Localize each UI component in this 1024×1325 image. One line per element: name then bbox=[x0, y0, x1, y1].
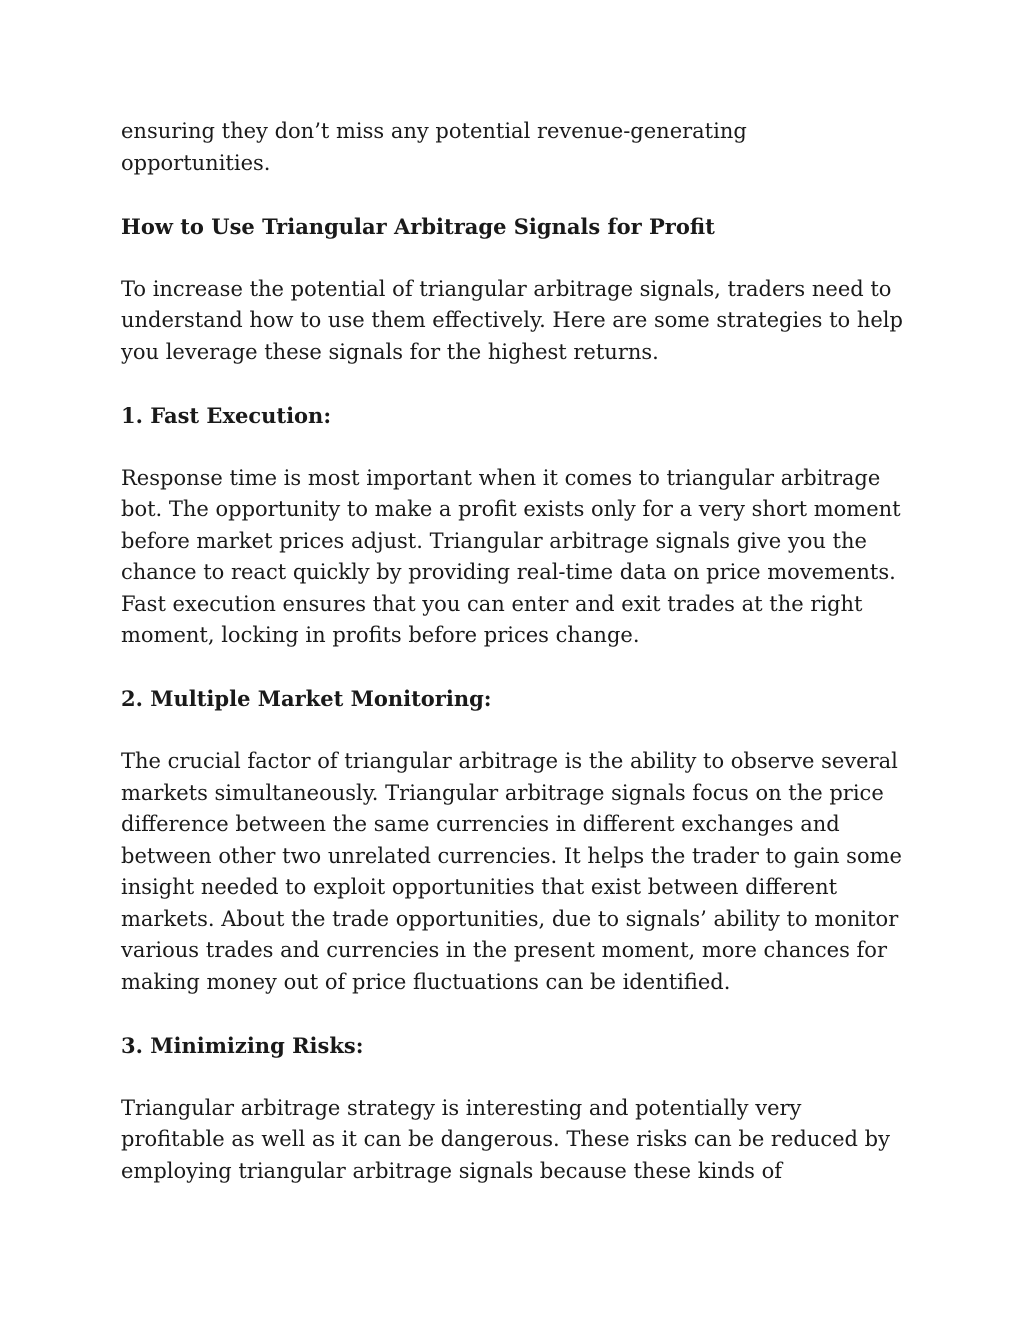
intro-tail-paragraph: ensuring they don’t miss any potential revenue-generating opportunities. bbox=[121, 119, 747, 175]
point-2-heading: 2. Multiple Market Monitoring: bbox=[121, 686, 492, 711]
section-intro-paragraph: To increase the potential of triangular arbitrage signals, traders need to understand how to use them effectively. Here are some strategies to help you leverage these signals for the highest returns. bbox=[121, 276, 903, 364]
section-title: How to Use Triangular Arbitrage Signals for Profit bbox=[121, 213, 715, 239]
point-3-body: Triangular arbitrage strategy is interesting and potentially very profitable as well as it can be dangerous. These risks can be reduced by employing triangular arbitrage signals because these kinds of bbox=[121, 1095, 890, 1183]
point-1-heading: 1. Fast Execution: bbox=[121, 402, 332, 428]
point-2-body: The crucial factor of triangular arbitrage is the ability to observe several markets simultaneously. Triangular arbitrage signals focus on the price difference between the same currencies in different exchanges and between other two unrelated currencies. It helps the trader to gain some insight needed to exploit opportunities that exist between different markets. About the trade opportunities, due to signals’ ability to monitor various trades and currencies in the present moment, more chances for making money out of price fluctuations can be identified. bbox=[121, 749, 902, 994]
point-1-body: Response time is most important when it comes to triangular arbitrage bot. The opportunity to make a profit exists only for a very short moment before market prices adjust. Triangular arbitrage signals give you the chance to react quickly by providing real-time data on price movements. Fast execution ensures that you can enter and exit trades at the right moment, locking in profits before prices change. bbox=[121, 465, 901, 647]
point-3-heading: 3. Minimizing Risks: bbox=[121, 1032, 364, 1058]
document-page bbox=[121, 116, 921, 1219]
